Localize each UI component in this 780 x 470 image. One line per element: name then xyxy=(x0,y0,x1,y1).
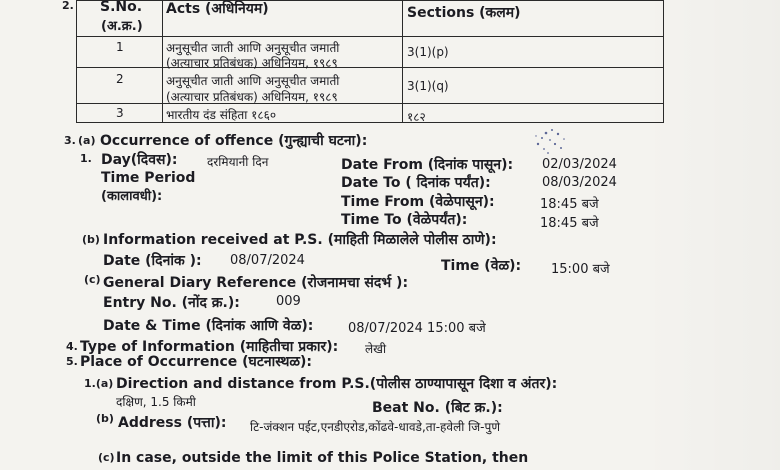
address-label: Address (पत्ता): xyxy=(118,415,227,431)
row-2-act-line2: (अत्याचार प्रतिबंधक) अधिनियम, १९८९ xyxy=(166,90,338,104)
date-from-label: Date From (दिनांक पासून): xyxy=(341,157,514,173)
info-received-title: Information received at P.S. (माहिती मिळालेले पोलीस ठाणे): xyxy=(103,232,497,248)
row-3-act: भारतीय दंड संहिता १८६० xyxy=(166,108,277,122)
stamp-mark-icon xyxy=(528,124,574,158)
sub-c-marker: (c) xyxy=(84,273,101,286)
sub-c-marker-place: (c) xyxy=(98,451,115,464)
row-1-act-line1: अनुसूचीत जाती आणि अनुसूचीत जमाती xyxy=(166,41,340,55)
gd-datetime-label: Date & Time (दिनांक आणि वेळ): xyxy=(103,318,314,334)
time-period-label-marathi: (कालावधी): xyxy=(101,189,163,204)
sub-b-marker-place: (b) xyxy=(96,412,114,425)
header-sno-marathi: (अ.क्र.) xyxy=(101,19,143,34)
row-3-number: 3 xyxy=(116,106,124,120)
date-to-value: 08/03/2024 xyxy=(542,175,617,190)
item-number-2: 2. xyxy=(62,0,74,12)
page-shadow xyxy=(640,0,780,470)
item-number-4: 4. xyxy=(66,340,78,353)
row-1-act-line2: (अत्याचार प्रतिबंधक) अधिनियम, १९८९ xyxy=(166,56,338,70)
sub-1-marker: 1. xyxy=(80,152,92,165)
item-number-5: 5. xyxy=(66,355,78,368)
info-time-value: 15:00 बजे xyxy=(551,262,610,277)
sub-1a-marker: 1.(a) xyxy=(84,377,114,390)
header-acts: Acts (अधिनियम) xyxy=(166,1,269,17)
item-number-3: 3. xyxy=(64,134,76,147)
direction-label: Direction and distance from P.S.(पोलीस ठाण्यापासून दिशा व अंतर): xyxy=(116,376,558,392)
info-time-label: Time (वेळ): xyxy=(441,258,522,274)
gd-entry-label: Entry No. (नोंद क्र.): xyxy=(103,295,240,311)
row-1-number: 1 xyxy=(116,40,124,54)
type-info-value: लेखी xyxy=(365,342,387,356)
day-label: Day(दिवस): xyxy=(101,152,178,168)
row-2-section: 3(1)(q) xyxy=(407,79,449,93)
day-value: दरमियानी दिन xyxy=(207,155,269,169)
date-to-label: Date To ( दिनांक पर्यंत): xyxy=(341,175,491,191)
beat-label: Beat No. (बिट क्र.): xyxy=(372,400,503,416)
header-sno: S.No. xyxy=(100,0,143,15)
acts-sections-table xyxy=(76,0,664,126)
time-period-label: Time Period xyxy=(101,170,196,186)
direction-value: दक्षिण, 1.5 किमी xyxy=(116,395,196,409)
type-info-label: Type of Information (माहितीचा प्रकार): xyxy=(80,339,339,355)
place-title: Place of Occurrence (घटनास्थळ): xyxy=(80,354,313,370)
sub-b-marker: (b) xyxy=(82,233,100,246)
outside-limit-label: In case, outside the limit of this Police Station, then xyxy=(116,450,529,466)
row-1-section: 3(1)(p) xyxy=(407,45,449,59)
row-2-act-line1: अनुसूचीत जाती आणि अनुसूचीत जमाती xyxy=(166,74,340,88)
date-from-value: 02/03/2024 xyxy=(542,157,617,172)
time-to-value: 18:45 बजे xyxy=(540,216,599,231)
gd-datetime-value: 08/07/2024 15:00 बजे xyxy=(348,321,486,336)
time-from-label: Time From (वेळेपासून): xyxy=(341,194,495,210)
sub-a-marker: (a) xyxy=(78,134,96,147)
row-3-section: १८२ xyxy=(407,110,426,124)
header-sections: Sections (कलम) xyxy=(407,5,521,21)
address-value: टि-जंक्शन पईट,एनडीएरोड,कोंढवे-धावडे,ता-हवेली जि-पुणे xyxy=(250,420,500,434)
time-to-label: Time To (वेळेपर्यंत): xyxy=(341,212,468,228)
info-date-label: Date (दिनांक ): xyxy=(103,253,202,269)
gd-entry-value: 009 xyxy=(276,294,301,309)
occurrence-title: Occurrence of offence (गुन्ह्याची घटना): xyxy=(100,133,368,149)
info-date-value: 08/07/2024 xyxy=(230,253,305,268)
row-2-number: 2 xyxy=(116,72,124,86)
gd-reference-title: General Diary Reference (रोजनामचा संदर्भ ): xyxy=(103,275,409,291)
time-from-value: 18:45 बजे xyxy=(540,197,599,212)
